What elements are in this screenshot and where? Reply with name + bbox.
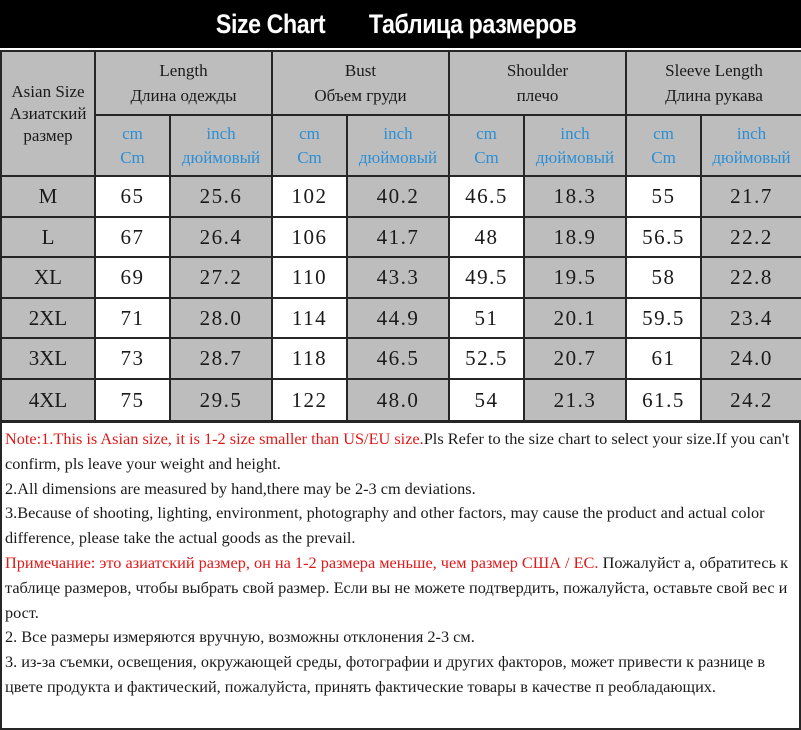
bust-inch-cell: 46.5	[347, 338, 449, 379]
unit-cm	[626, 115, 701, 176]
sleeve-inch-cell: 24.2	[701, 379, 801, 421]
bust-inch-cell: 44.9	[347, 298, 449, 338]
table-row	[1, 176, 801, 217]
table-row	[1, 379, 801, 421]
unit-inch-en: inch	[736, 123, 767, 143]
sleeve-cm-cell: 59.5	[626, 298, 701, 338]
length-cm-cell: 65	[95, 176, 170, 217]
note-3: 3.Because of shooting, lighting, environment, photography and other factors, may cause the product and actual color difference, please take the actual goods as the prevail.	[5, 503, 765, 548]
shoulder-inch-cell: 20.7	[524, 338, 626, 379]
notes-section	[0, 421, 801, 730]
bust-inch-cell: 48.0	[347, 379, 449, 421]
unit-cm	[95, 115, 170, 176]
unit-cm-ru: Cm	[120, 147, 145, 167]
sleeve-cm-cell: 58	[626, 257, 701, 298]
unit-inch	[347, 115, 449, 176]
note-1-warning: Note:1.This is Asian size, it is 1-2 size smaller than US/EU size.	[5, 429, 424, 448]
length-label-ru: Длина одежды	[130, 86, 237, 105]
shoulder-label-en: Shoulder	[506, 61, 569, 80]
table-row	[1, 217, 801, 257]
unit-cm-en: cm	[653, 123, 674, 143]
unit-inch	[701, 115, 801, 176]
unit-cm-ru: Cm	[651, 147, 676, 167]
length-inch-cell: 29.5	[170, 379, 272, 421]
unit-cm	[272, 115, 347, 176]
shoulder-label-ru: плечо	[516, 86, 559, 105]
sleeve-inch-cell: 22.2	[701, 217, 801, 257]
length-inch-cell: 28.0	[170, 298, 272, 338]
bust-inch-cell: 41.7	[347, 217, 449, 257]
asian-size-header	[1, 51, 95, 176]
unit-inch	[524, 115, 626, 176]
length-header	[95, 51, 272, 115]
unit-inch-en: inch	[206, 123, 236, 143]
bust-cm-cell: 122	[272, 379, 347, 421]
shoulder-inch-cell: 20.1	[524, 298, 626, 338]
note-ru-1-warning: Примечание: это азиатский размер, он на 1-2 размера меньше, чем размер США / ЕС.	[5, 552, 599, 572]
length-label-en: Length	[159, 61, 208, 80]
bust-label-en: Bust	[344, 61, 377, 80]
sleeve-inch-cell: 22.8	[701, 257, 801, 298]
size-label: 4XL	[1, 379, 95, 421]
asian-size-label-ru2: размер	[23, 125, 73, 145]
size-table	[0, 50, 801, 422]
unit-inch	[170, 115, 272, 176]
unit-header-row	[1, 115, 801, 176]
bust-cm-cell: 110	[272, 257, 347, 298]
shoulder-cm-cell: 54	[449, 379, 524, 421]
sleeve-cm-cell: 61.5	[626, 379, 701, 421]
title-bar	[0, 0, 801, 48]
length-inch-cell: 25.6	[170, 176, 272, 217]
bust-header	[272, 51, 449, 115]
unit-inch-ru: дюймовый	[358, 147, 438, 167]
sleeve-inch-cell: 21.7	[701, 176, 801, 217]
unit-inch-en: inch	[383, 123, 413, 143]
shoulder-inch-cell: 18.3	[524, 176, 626, 217]
bust-cm-cell: 106	[272, 217, 347, 257]
size-label: XL	[1, 257, 95, 298]
table-row	[1, 338, 801, 379]
length-cm-cell: 71	[95, 298, 170, 338]
asian-size-label-en: Asian Size	[11, 81, 85, 101]
sleeve-inch-cell: 24.0	[701, 338, 801, 379]
length-inch-cell: 26.4	[170, 217, 272, 257]
title-russian: Таблица размеров	[369, 8, 577, 39]
title-english: Size Chart	[216, 8, 326, 39]
unit-cm	[449, 115, 524, 176]
length-inch-cell: 28.7	[170, 338, 272, 379]
asian-size-label-ru: Азиатский	[9, 103, 87, 123]
length-cm-cell: 73	[95, 338, 170, 379]
unit-cm-ru: Cm	[297, 147, 322, 167]
shoulder-inch-cell: 19.5	[524, 257, 626, 298]
note-ru-1	[5, 551, 797, 625]
unit-cm-en: cm	[299, 123, 320, 143]
size-label: 2XL	[1, 298, 95, 338]
table-row	[1, 257, 801, 298]
note-ru-3: 3. из-за съемки, освещения, окружающей среды, фотографии и других факторов, может привести к разнице в цвете продукта и фактический, пожалуйста, принять фактические товары в качестве п реобладающих.	[5, 652, 766, 696]
shoulder-cm-cell: 52.5	[449, 338, 524, 379]
length-cm-cell: 67	[95, 217, 170, 257]
length-cm-cell: 69	[95, 257, 170, 298]
length-cm-cell: 75	[95, 379, 170, 421]
bust-inch-cell: 43.3	[347, 257, 449, 298]
shoulder-cm-cell: 48	[449, 217, 524, 257]
bust-cm-cell: 114	[272, 298, 347, 338]
bust-inch-cell: 40.2	[347, 176, 449, 217]
size-label: M	[1, 176, 95, 217]
unit-inch-en: inch	[560, 123, 590, 143]
shoulder-header	[449, 51, 626, 115]
sleeve-inch-cell: 23.4	[701, 298, 801, 338]
note-1	[5, 427, 797, 477]
note-1-text: Pls Refer to the size chart to select your size.If you can't confirm, pls leave your weight and height.	[5, 429, 790, 473]
size-label: 3XL	[1, 338, 95, 379]
size-label: L	[1, 217, 95, 257]
note-2: 2.All dimensions are measured by hand,there may be 2-3 cm deviations.	[5, 478, 476, 498]
unit-cm-ru: Cm	[474, 147, 499, 167]
sleeve-cm-cell: 56.5	[626, 217, 701, 257]
bust-cm-cell: 118	[272, 338, 347, 379]
shoulder-inch-cell: 18.9	[524, 217, 626, 257]
sleeve-cm-cell: 55	[626, 176, 701, 217]
unit-inch-ru: дюймовый	[535, 147, 615, 167]
bust-label-ru: Объем груди	[314, 86, 407, 105]
unit-cm-en: cm	[122, 123, 143, 143]
group-header-row	[1, 51, 801, 115]
table-row	[1, 298, 801, 338]
shoulder-inch-cell: 21.3	[524, 379, 626, 421]
length-inch-cell: 27.2	[170, 257, 272, 298]
unit-inch-ru: дюймовый	[712, 147, 791, 167]
shoulder-cm-cell: 46.5	[449, 176, 524, 217]
shoulder-cm-cell: 51	[449, 298, 524, 338]
sleeve-length-label-ru: Длина рукава	[665, 86, 763, 105]
sleeve-length-header	[626, 51, 801, 115]
note-ru-2: 2. Все размеры измеряются вручную, возможны отклонения 2-3 см.	[5, 627, 475, 647]
unit-inch-ru: дюймовый	[181, 147, 261, 167]
bust-cm-cell: 102	[272, 176, 347, 217]
sleeve-length-label-en: Sleeve Length	[665, 61, 763, 80]
shoulder-cm-cell: 49.5	[449, 257, 524, 298]
sleeve-cm-cell: 61	[626, 338, 701, 379]
unit-cm-en: cm	[476, 123, 497, 143]
note-ru-1-text: Пожалуйст а, обратитесь к таблице размеров, чтобы выбрать свой размер. Если вы не можете подтвердить, пожалуйста, оставьте свой вес и рост.	[5, 552, 789, 622]
